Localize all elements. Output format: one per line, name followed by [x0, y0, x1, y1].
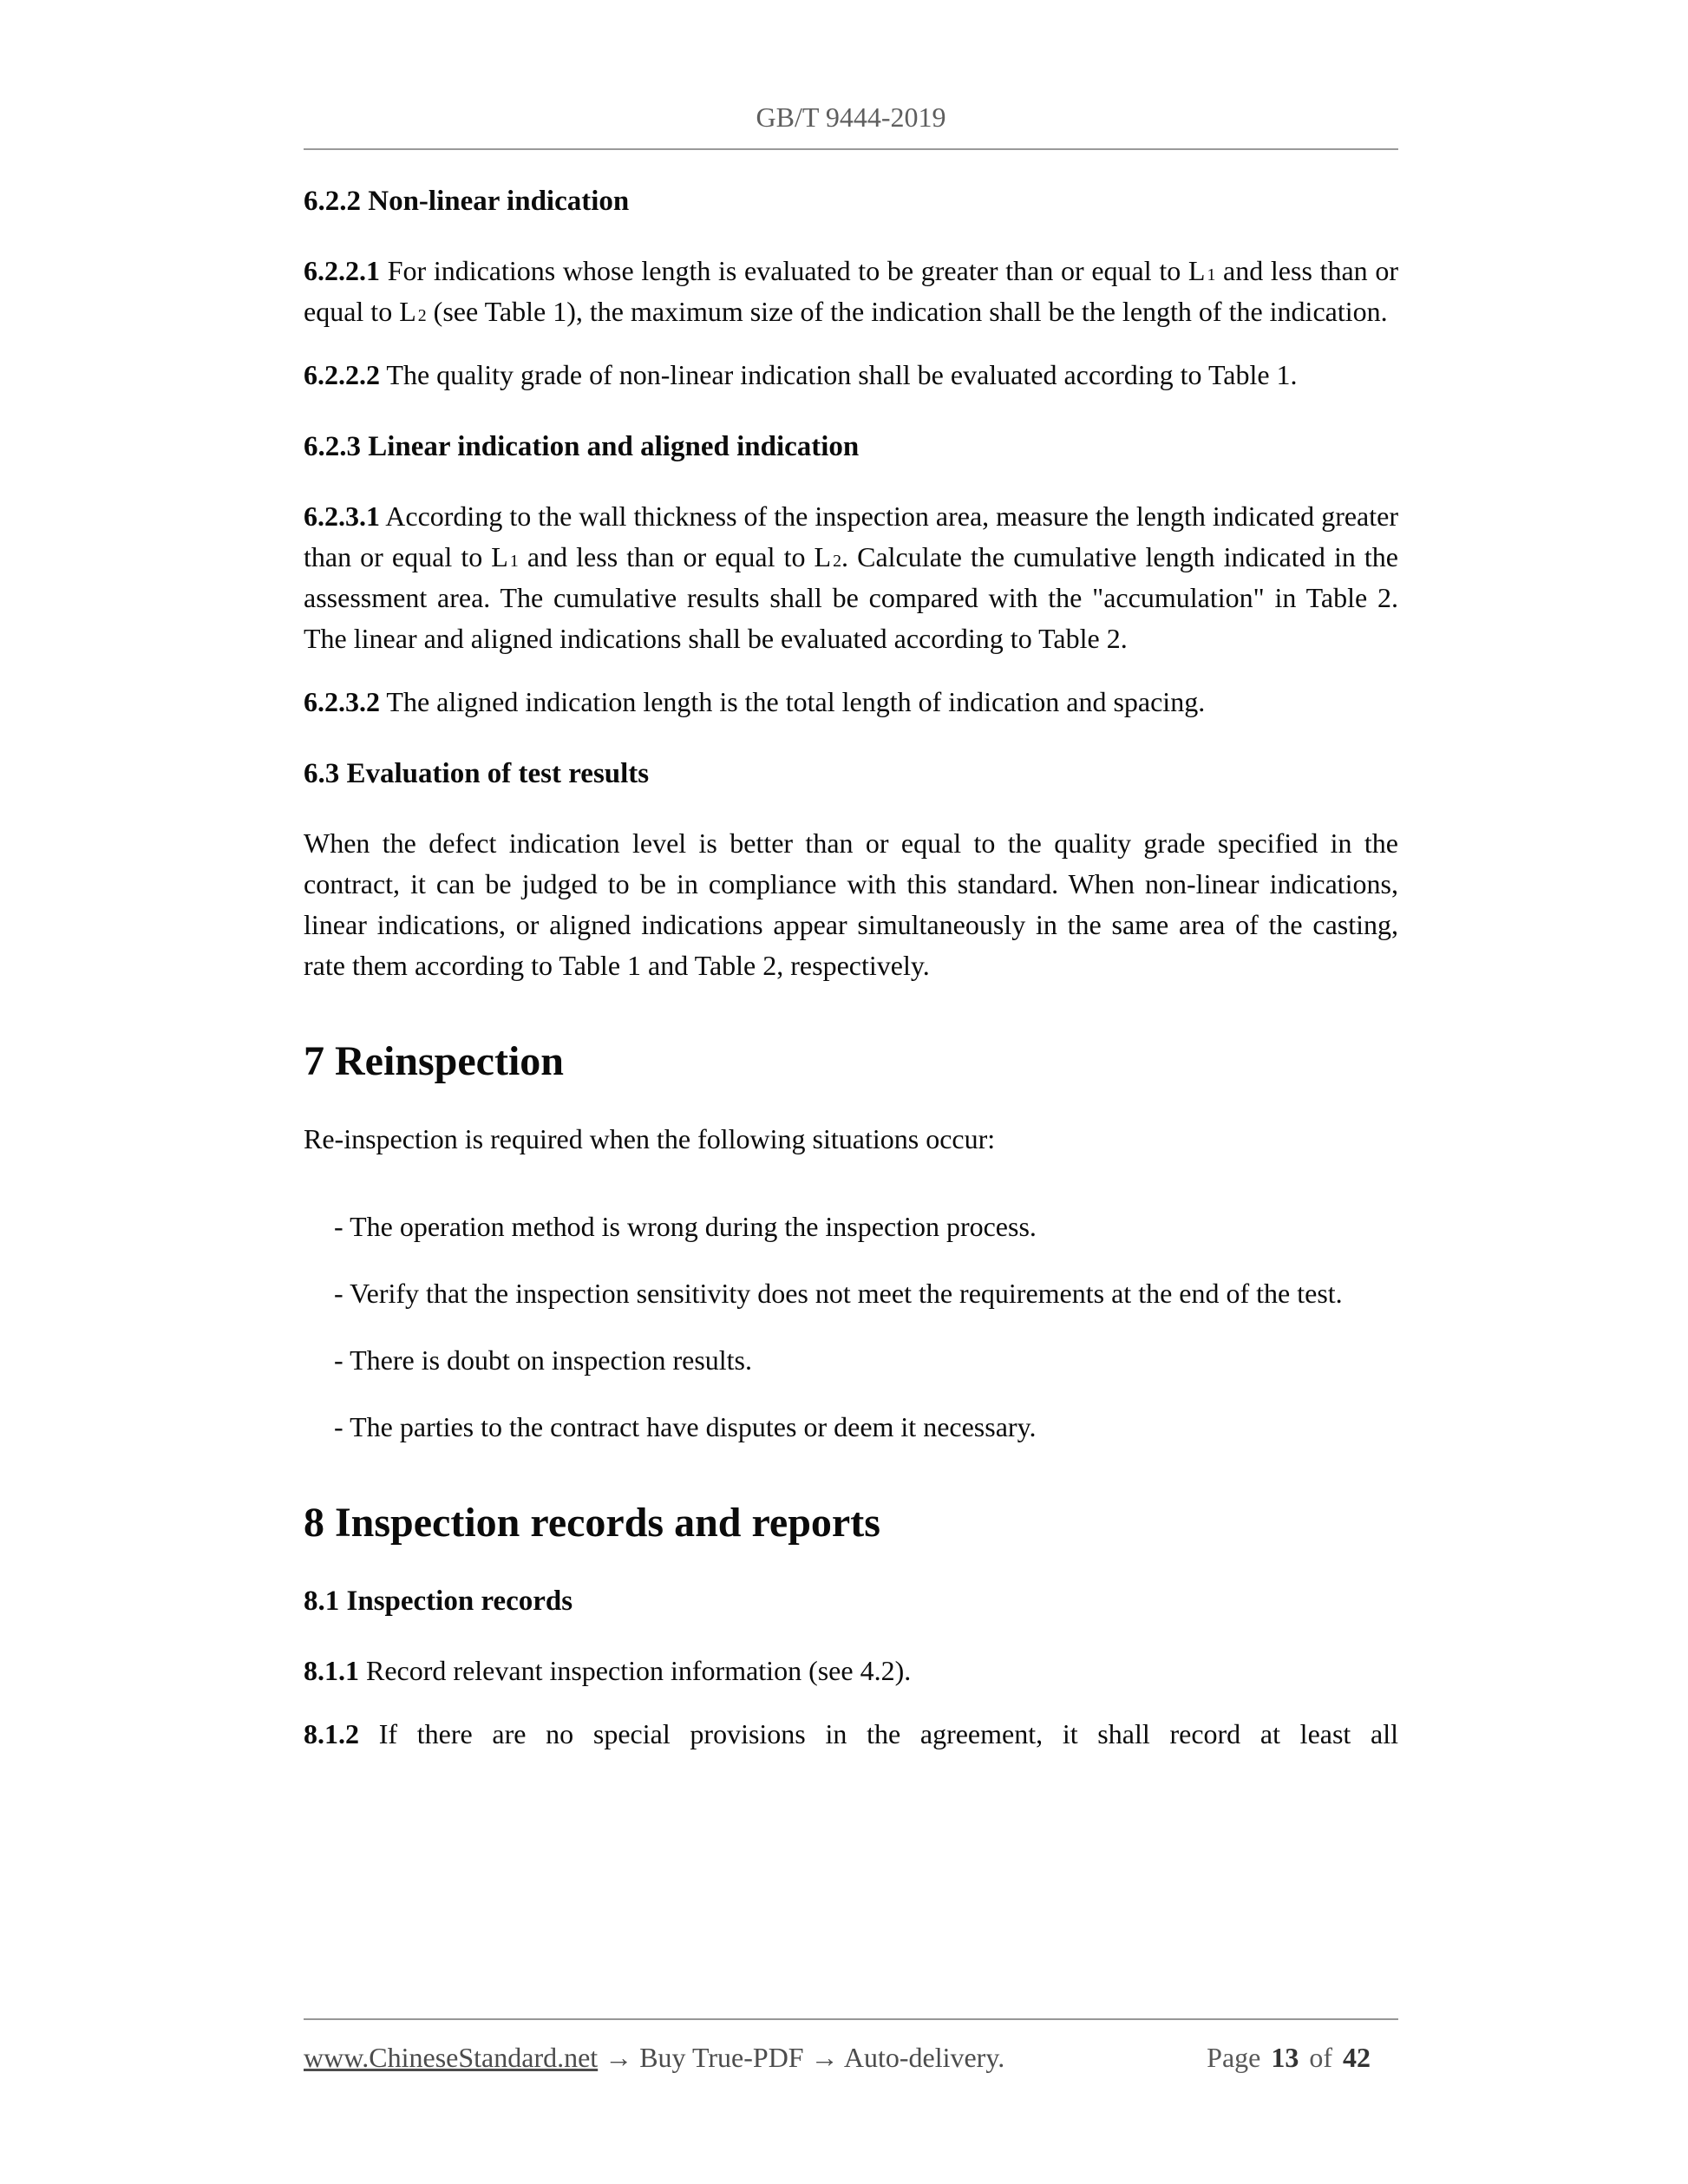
- list-item: - There is doubt on inspection results.: [334, 1344, 752, 1376]
- heading-8-records: 8 Inspection records and reports: [304, 1500, 880, 1546]
- para-6-3: When the defect indication level is better than or equal to the quality grade specified in the contract, it can be judged to be in compliance with this standard. When non-linear indications, linear indications, or aligned indications appear simultaneously in the same area of the casting, rate them according to Table 1 and Table 2, respectively.: [304, 827, 1398, 981]
- clause-number: 6.2.2.1: [304, 255, 380, 286]
- footer-website-link[interactable]: www.ChineseStandard.net: [304, 2042, 599, 2073]
- right-arrow-icon: →: [810, 2042, 839, 2073]
- heading-7-reinspection: 7 Reinspection: [304, 1038, 564, 1084]
- page-indicator: [1207, 2037, 1376, 2078]
- clause-number: 6.2.2.2: [304, 359, 380, 390]
- clause-text: According to the wall thickness of the inspection area, measure the length indicated greater than or equal to L 1 and less than or equal to L 2. Calculate the cumulative length indicated in the assessment area. The cumulative results shall be compared with the "accumulation" in Table 2. The linear and aligned indications shall be evaluated according to Table 2.: [304, 500, 1399, 654]
- list-item: - The parties to the contract have disputes or deem it necessary.: [334, 1411, 1037, 1442]
- heading-6-2-2: 6.2.2 Non-linear indication: [304, 186, 630, 217]
- clause-number: 8.1.2: [304, 1718, 359, 1749]
- clause-number: 6.2.3.1: [304, 500, 380, 532]
- clause-text: Record relevant inspection information (see 4.2).: [366, 1655, 912, 1686]
- clause-number: 8.1.1: [304, 1655, 359, 1686]
- page-footer: [304, 2018, 1398, 2078]
- para-7-intro: Re-inspection is required when the following situations occur:: [304, 1123, 996, 1154]
- page-current: 13: [1271, 2042, 1299, 2073]
- list-item: - The operation method is wrong during the inspection process.: [334, 1211, 1037, 1242]
- right-arrow-icon: →: [605, 2042, 633, 2073]
- para-6-2-3-2: [304, 682, 1398, 723]
- footer-delivery-text: Auto-delivery.: [843, 2042, 1005, 2073]
- footer-line: [304, 2037, 1398, 2078]
- heading-8-1: 8.1 Inspection records: [304, 1586, 573, 1617]
- clause-text: If there are no special provisions in the agreement, it shall record at least all: [378, 1718, 1399, 1749]
- of-label: of: [1309, 2042, 1332, 2073]
- para-6-2-3-1: [304, 496, 1398, 659]
- page-label: Page: [1207, 2042, 1261, 2073]
- para-8-1-1: [304, 1651, 1398, 1691]
- reinspection-list: [304, 1206, 1398, 1448]
- page-content: [304, 97, 1398, 1777]
- para-6-2-2-1: [304, 251, 1398, 332]
- list-item: - Verify that the inspection sensitivity does not meet the requirements at the end of the test.: [334, 1278, 1343, 1309]
- page-total: 42: [1343, 2042, 1371, 2073]
- header-rule: [304, 148, 1398, 150]
- heading-6-2-3: 6.2.3 Linear indication and aligned indication: [304, 431, 860, 462]
- heading-6-3: 6.3 Evaluation of test results: [304, 758, 650, 789]
- para-8-1-2: [304, 1714, 1398, 1755]
- footer-buy-text: Buy True-PDF: [639, 2042, 804, 2073]
- footer-left: [304, 2037, 1004, 2078]
- clause-text: For indications whose length is evaluated to be greater than or equal to L 1 and less than or equal to L 2 (see Table 1), the maximum size of the indication shall be the length of the indication.: [304, 255, 1399, 327]
- page-header-title: GB/T 9444-2019: [756, 101, 946, 133]
- para-6-2-2-2: [304, 355, 1398, 396]
- clause-text: The aligned indication length is the total length of indication and spacing.: [386, 686, 1206, 717]
- footer-rule: [304, 2018, 1398, 2020]
- clause-text: The quality grade of non-linear indication shall be evaluated according to Table 1.: [386, 359, 1298, 390]
- clause-number: 6.2.3.2: [304, 686, 380, 717]
